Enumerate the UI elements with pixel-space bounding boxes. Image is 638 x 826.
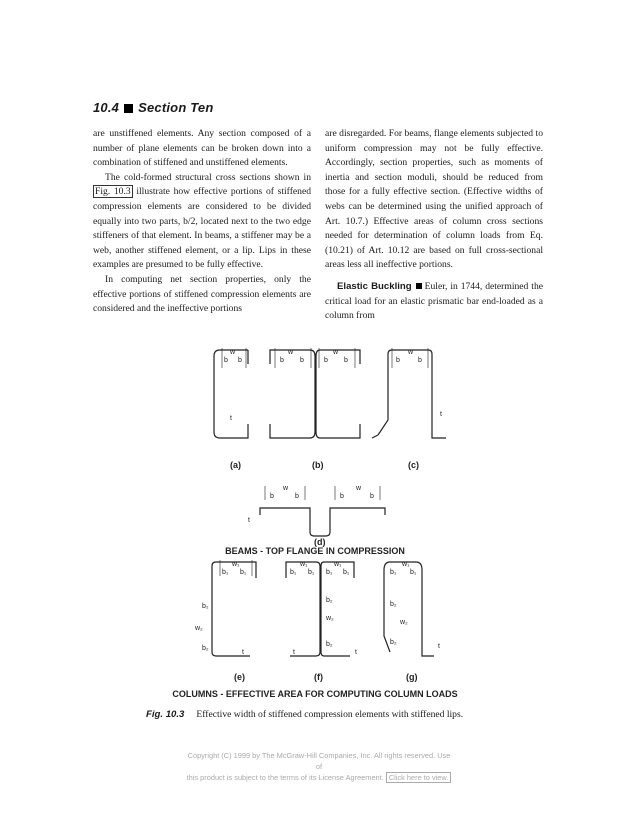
w1-label: w₁ (402, 561, 410, 568)
b1-label: b₁ (308, 569, 315, 576)
w2-label: w₂ (195, 625, 203, 632)
t-label: t (355, 649, 357, 656)
figure-link[interactable]: Fig. 10.3 (95, 186, 131, 198)
b1-label: b₁ (240, 569, 247, 576)
label-a: (a) (230, 460, 241, 470)
w-label: w (333, 349, 339, 356)
columns-title: COLUMNS - EFFECTIVE AREA FOR COMPUTING COLUMN LOADS (172, 689, 458, 699)
b-label: b (238, 357, 242, 364)
copyright-footer (184, 750, 454, 783)
label-b: (b) (312, 460, 324, 470)
label-c: (c) (408, 460, 419, 470)
b1-label: b₁ (222, 569, 229, 576)
b-label: b (300, 357, 304, 364)
label-g: (g) (406, 672, 418, 682)
section-c (372, 348, 446, 470)
right-column (325, 127, 543, 324)
w2-label: w₂ (326, 615, 334, 622)
w-label: w (288, 349, 294, 356)
t-label: t (293, 649, 295, 656)
t-label: t (230, 415, 232, 422)
paragraph (93, 171, 311, 273)
paragraph: are unstiffened elements. Any section composed of a number of plane elements can be broken down into a combination of stiffened and unstiffened elements. (93, 128, 311, 169)
w1-label: w₁ (232, 561, 240, 568)
w-label: w (283, 485, 289, 492)
b-label: b (340, 493, 344, 500)
t-label: t (440, 411, 442, 418)
paragraph (325, 280, 543, 324)
paragraph: In computing net section properties, only the effective portions of stiffened compression elements are considered and the ineffective portions (93, 273, 311, 315)
b1-label: b₁ (343, 569, 350, 576)
section-title: Section Ten (138, 100, 214, 115)
w-label: w (230, 349, 236, 356)
section-f (286, 561, 357, 682)
square-icon (416, 283, 422, 289)
beams-title: BEAMS - TOP FLANGE IN COMPRESSION (225, 546, 405, 556)
w-label: w (356, 485, 362, 492)
w2-label: w₂ (400, 619, 408, 626)
b-label: b (370, 493, 374, 500)
b-label: b (224, 357, 228, 364)
label-e: (e) (234, 672, 245, 682)
license-link[interactable]: Click here to view. (386, 772, 452, 783)
b-label: b (270, 493, 274, 500)
text-run: The cold-formed structural cross sections shown in (105, 171, 311, 183)
b-label: b (295, 493, 299, 500)
b-label: b (280, 357, 284, 364)
figure-10-3 (150, 340, 480, 705)
w1-label: w₁ (334, 561, 342, 568)
b2-label: b₂ (326, 597, 333, 604)
t-label: t (438, 643, 440, 650)
running-header (93, 100, 214, 115)
paragraph: are disregarded. For beams, flange elements subjected to uniform compression may not be fully effective. Accordingly, section properties, such as moments of inertia and section moduli, should be reduced from those for a fully effective section. (Effective widths of webs can be determined using the unified approach of Art. 10.7.) Effective areas of column cross sections needed for determination of column loads from Eq. (10.21) of Art. 10.12 are based on full cross-sectional areas less all ineffective portions. (325, 128, 543, 271)
run-in-heading: Elastic Buckling (337, 281, 425, 292)
section-g (384, 561, 440, 682)
caption-text: Effective width of stiffened compression elements with stiffened lips. (196, 709, 464, 720)
text-run: Euler, in 1744, determined the critical load for an elastic prismatic bar end-loaded as a column from (325, 280, 543, 322)
b1-label: b₁ (390, 569, 397, 576)
label-d: (d) (314, 537, 326, 547)
section-a (214, 348, 248, 470)
figure-caption (146, 709, 463, 720)
b2-label: b₂ (202, 645, 209, 652)
text-run: illustrate how effective portions of stiffened compression elements are considered to be divided equally into two parts, b/2, located next to the two edge stiffeners of that element. In beams, a stiffener may be a web, another stiffened element, or a lip. Lips in these examples are presumed to be fully effective. (93, 186, 312, 271)
section-d (248, 485, 385, 547)
b-label: b (324, 357, 328, 364)
b-label: b (344, 357, 348, 364)
b2-label: b₂ (390, 601, 397, 608)
label-f: (f) (314, 672, 323, 682)
b1-label: b₁ (326, 569, 333, 576)
b1-label: b₁ (410, 569, 417, 576)
b2-label: b₂ (202, 603, 209, 610)
caption-label: Fig. 10.3 (146, 709, 185, 720)
w1-label: w₁ (300, 561, 308, 568)
b2-label: b₂ (326, 641, 333, 648)
section-e (194, 560, 256, 682)
footer-text: this product is subject to the terms of its License Agreement. (186, 773, 384, 782)
b-label: b (396, 357, 400, 364)
b1-label: b₁ (290, 569, 297, 576)
section-b (270, 348, 360, 470)
w-label: w (408, 349, 414, 356)
t-label: t (248, 517, 250, 524)
t-label: t (242, 649, 244, 656)
left-column (93, 127, 311, 317)
footer-line: Copyright (C) 1999 by The McGraw-Hill Companies, Inc. All rights reserved. Use of (187, 751, 451, 771)
page-number: 10.4 (93, 100, 120, 115)
header-square-icon (124, 104, 133, 113)
b-label: b (418, 357, 422, 364)
footer-line (184, 772, 454, 783)
b2-label: b₂ (390, 639, 397, 646)
